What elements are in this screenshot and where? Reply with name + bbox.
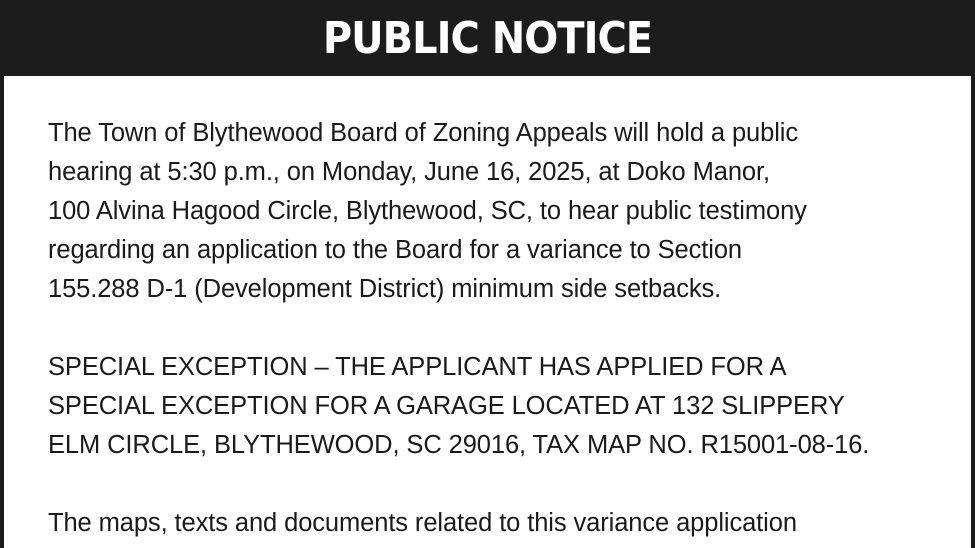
text-line: 100 Alvina Hagood Circle, Blythewood, SC, to hear public testimony (48, 197, 807, 225)
text-line: SPECIAL EXCEPTION – THE APPLICANT HAS APPLIED FOR A (48, 353, 787, 381)
notice-body (48, 114, 948, 543)
special-exception-paragraph (48, 348, 948, 465)
text-line: SPECIAL EXCEPTION FOR A GARAGE LOCATED AT 132 SLIPPERY (48, 392, 845, 420)
text-line: ELM CIRCLE, BLYTHEWOOD, SC 29016, TAX MAP NO. R15001-08-16. (48, 431, 870, 459)
text-line: The Town of Blythewood Board of Zoning Appeals will hold a public (48, 119, 798, 147)
text-line: 155.288 D-1 (Development District) minimum side setbacks. (48, 275, 722, 303)
text-line: The maps, texts and documents related to this variance application (48, 509, 797, 537)
text-line: hearing at 5:30 p.m., on Monday, June 16, 2025, at Doko Manor, (48, 158, 770, 186)
text-line: regarding an application to the Board for a variance to Section (48, 236, 742, 264)
notice-header (4, 0, 971, 76)
paragraph-spacer (48, 465, 948, 504)
paragraph-spacer (48, 309, 948, 348)
documents-paragraph (48, 504, 948, 543)
notice-title: PUBLIC NOTICE (322, 14, 653, 64)
hearing-paragraph (48, 114, 948, 309)
